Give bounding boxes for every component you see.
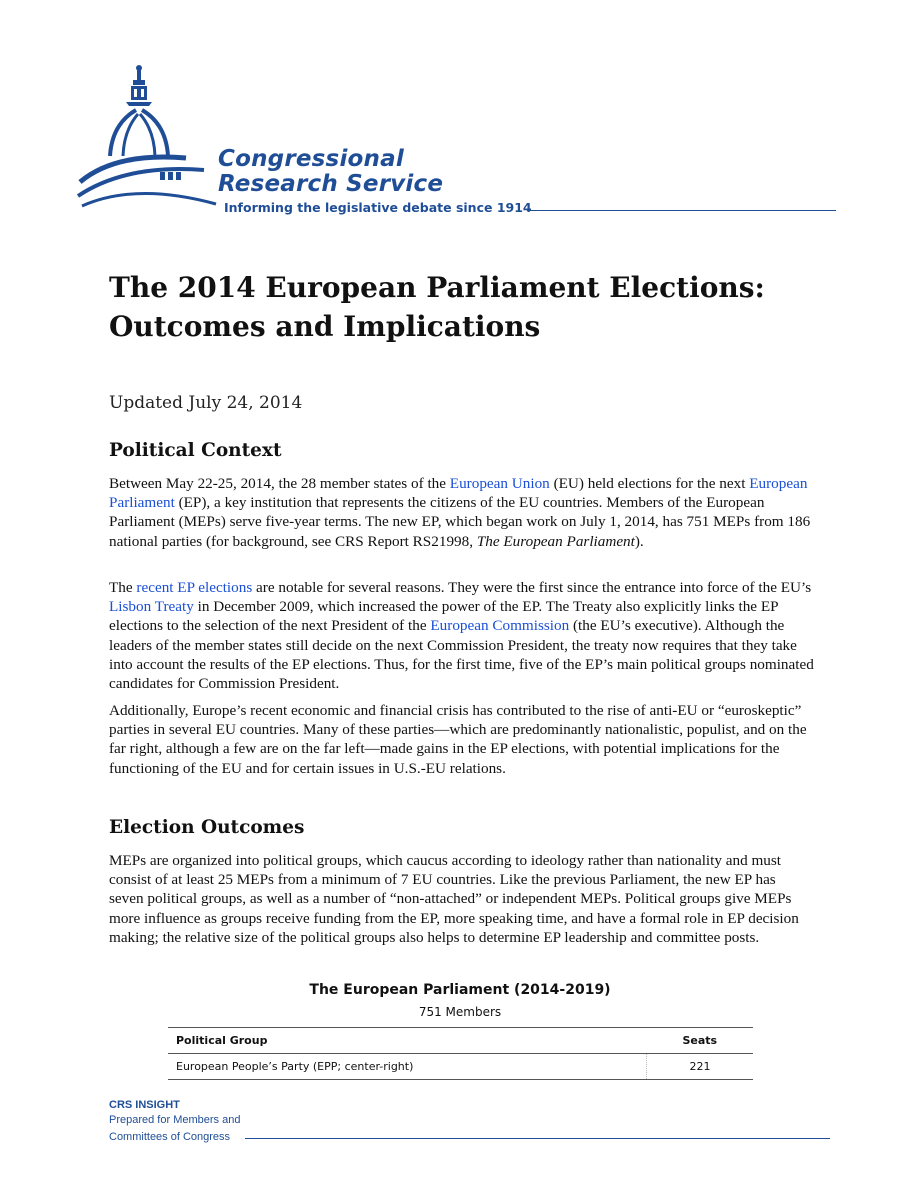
updated-date: Updated July 24, 2014 [109,393,303,413]
ep-seats-table [168,1027,753,1080]
table-header-row [168,1028,753,1054]
paragraph-political-context-1: Between May 22-25, 2014, the 28 member states of the European Union (EU) held elections for the next European Parliament (EP), a key institution that represents the citizens of the EU countries. Members of the European Parliament (MEPs) serve five-year terms. The new EP, which began work on July 1, 2014, has 751 MEPs from 186 national parties (for background, see CRS Report RS21998, The European Parliament). [109,475,811,550]
brand-tagline: Informing the legislative debate since 1914 [224,200,532,215]
link-european-parliament[interactable]: European Parliament [109,475,808,512]
header-divider [527,210,836,211]
capitol-dome-icon [76,64,221,216]
link-european-union[interactable]: European Union [449,475,550,492]
paragraph-political-context-3: Additionally, Europe’s recent economic and financial crisis has contributed to the rise of anti-EU or “euroskeptic” parties in several EU countries. Many of these parties—which are predominantly nationalistic, populist, and on the far right, although a few are on the far left—made gains in the EP elections, with potential implications for the functioning of the EU and for certain issues in U.S.-EU relations. [109,702,807,777]
paragraph-political-context-2: The recent EP elections are notable for several reasons. They were the first since the entrance into force of the EU’s Lisbon Treaty in December 2009, which increased the power of the EP. The Treaty also explicitly links the EP elections to the selection of the next President of the European Commission (the EU’s executive). Although the leaders of the member states still decide on the next Commission President, the treaty now requires that they take into account the results of the EP elections. Thus, for the first time, five of the EP’s main political groups nominated candidates for Commission President. [109,579,814,693]
link-european-commission[interactable]: European Commission [430,617,570,635]
document-title: The 2014 European Parliament Elections: Outcomes and Implications [109,271,765,343]
link-lisbon-treaty[interactable]: Lisbon Treaty [109,598,194,616]
section-heading-political-context: Political Context [109,440,282,461]
table-title: The European Parliament (2014-2019) [309,982,611,998]
column-header-seats: Seats [647,1028,754,1054]
footer-label: CRS INSIGHT [109,1099,180,1111]
brand-name-line2: Research Service [218,171,444,197]
paragraph-election-outcomes-1: MEPs are organized into political groups, which caucus according to ideology rather than nationality and must consist of at least 25 MEPs from a minimum of 7 EU countries. Like the previous Parliament, the new EP has seven political groups, as well as a number of “non-attached” or independent MEPs. Political groups give MEPs more influence as groups receive funding from the EP, more speaking time, and have a formal role in EP decision making; the relative size of the political groups also helps to determine EP leadership and committee posts. [109,852,799,946]
footer-divider [245,1138,830,1139]
link-recent-ep-elections[interactable]: recent EP elections [136,579,253,596]
section-heading-election-outcomes: Election Outcomes [109,817,305,838]
column-header-political-group: Political Group [168,1028,647,1054]
footer-line-1: Prepared for Members and [109,1114,241,1126]
brand-name-line1: Congressional [218,146,404,172]
cell-political-group: European People’s Party (EPP; center-right) [168,1054,647,1080]
table-row [168,1054,753,1080]
footer-line-2: Committees of Congress [109,1131,231,1143]
cell-seats: 221 [647,1054,754,1080]
table-subtitle: 751 Members [418,1005,502,1019]
